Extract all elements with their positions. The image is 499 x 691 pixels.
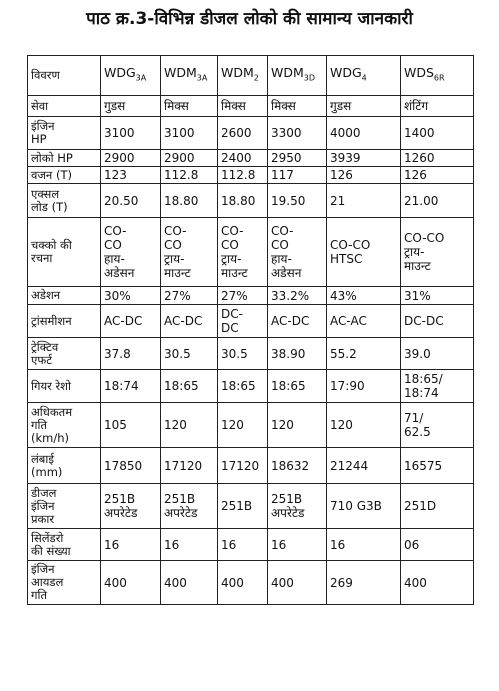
table-cell: मिक्स xyxy=(161,96,218,117)
table-cell: 251B अपरेटेड xyxy=(161,484,218,529)
row-label: लोको HP xyxy=(28,150,101,167)
table-cell: गुडस xyxy=(327,96,401,117)
table-row xyxy=(28,338,474,370)
row-label: सेवा xyxy=(28,96,101,117)
table-cell: 2950 xyxy=(268,150,327,167)
loco-header xyxy=(401,56,474,96)
loco-subscript: 6R xyxy=(433,73,445,83)
table-cell: 21.00 xyxy=(401,184,474,218)
table-row xyxy=(28,403,474,448)
table-cell: 251B अपरेटेड xyxy=(268,484,327,529)
table-row xyxy=(28,150,474,167)
table-row xyxy=(28,287,474,305)
table-row xyxy=(28,484,474,529)
row-label: ट्रांसमीशन xyxy=(28,305,101,338)
table-cell: 18.80 xyxy=(218,184,268,218)
table-cell: 06 xyxy=(401,529,474,561)
table-cell: 30.5 xyxy=(161,338,218,370)
row-label: चक्को की रचना xyxy=(28,218,101,287)
table-cell: 2900 xyxy=(161,150,218,167)
table-cell: 20.50 xyxy=(101,184,161,218)
table-cell: गुडस xyxy=(101,96,161,117)
loco-name: WDM xyxy=(271,64,304,80)
header-row xyxy=(28,56,474,96)
table-row xyxy=(28,370,474,403)
loco-name: WDM xyxy=(221,64,254,80)
table-cell: CO- CO हाय- अडेसन xyxy=(101,218,161,287)
loco-subscript: 3A xyxy=(135,73,147,83)
table-cell: 117 xyxy=(268,167,327,184)
table-cell: 33.2% xyxy=(268,287,327,305)
table-cell: 120 xyxy=(161,403,218,448)
table-cell: 19.50 xyxy=(268,184,327,218)
table-cell: 3300 xyxy=(268,117,327,150)
header-label: विवरण xyxy=(28,56,101,96)
table-cell: 27% xyxy=(218,287,268,305)
table-cell: 17850 xyxy=(101,448,161,484)
table-cell: 126 xyxy=(401,167,474,184)
loco-subscript: 4 xyxy=(361,73,367,83)
loco-name: WDM xyxy=(164,64,197,80)
table-cell: 27% xyxy=(161,287,218,305)
table-cell: CO-CO ट्राय- माउन्ट xyxy=(401,218,474,287)
table-row xyxy=(28,305,474,338)
table-cell: CO-CO HTSC xyxy=(327,218,401,287)
table-cell: 400 xyxy=(161,561,218,605)
row-label: अधिकतम गति (km/h) xyxy=(28,403,101,448)
table-cell: 123 xyxy=(101,167,161,184)
loco-subscript: 3A xyxy=(196,73,208,83)
loco-subscript: 3D xyxy=(303,73,316,83)
table-row xyxy=(28,184,474,218)
table-row xyxy=(28,96,474,117)
table-cell: 3100 xyxy=(161,117,218,150)
table-cell: 2600 xyxy=(218,117,268,150)
table-cell: 112.8 xyxy=(218,167,268,184)
table-row xyxy=(28,218,474,287)
table-cell: 18:65 xyxy=(218,370,268,403)
loco-header xyxy=(268,56,327,96)
row-label: वजन (T) xyxy=(28,167,101,184)
loco-name: WDG xyxy=(104,64,136,80)
table-cell: 18.80 xyxy=(161,184,218,218)
loco-header xyxy=(101,56,161,96)
table-cell: CO- CO ट्राय- माउन्ट xyxy=(218,218,268,287)
row-label: एक्सल लोड (T) xyxy=(28,184,101,218)
table-cell: 21244 xyxy=(327,448,401,484)
loco-header xyxy=(218,56,268,96)
table-cell: 16575 xyxy=(401,448,474,484)
table-row xyxy=(28,529,474,561)
table-cell: AC-DC xyxy=(268,305,327,338)
table-cell: 251B xyxy=(218,484,268,529)
table-cell: 55.2 xyxy=(327,338,401,370)
table-cell: 4000 xyxy=(327,117,401,150)
loco-header xyxy=(161,56,218,96)
table-cell: मिक्स xyxy=(268,96,327,117)
table-cell: 400 xyxy=(401,561,474,605)
table-cell: 30% xyxy=(101,287,161,305)
table-cell: 710 G3B xyxy=(327,484,401,529)
page-title: पाठ क्र.3-विभिन्न डीजल लोको की सामान्य जानकारी xyxy=(86,9,413,29)
table-cell: AC-DC xyxy=(161,305,218,338)
row-label: लंबाई (mm) xyxy=(28,448,101,484)
table-cell: 18:74 xyxy=(101,370,161,403)
table-cell: 71/ 62.5 xyxy=(401,403,474,448)
row-label: इंजिन आयडल गति xyxy=(28,561,101,605)
loco-subscript: 2 xyxy=(253,73,259,83)
table-cell: 1260 xyxy=(401,150,474,167)
table-cell: 400 xyxy=(101,561,161,605)
table-cell: 126 xyxy=(327,167,401,184)
table-cell: 400 xyxy=(218,561,268,605)
table-cell: 251D xyxy=(401,484,474,529)
table-cell: AC-AC xyxy=(327,305,401,338)
table-cell: 2400 xyxy=(218,150,268,167)
table-cell: 16 xyxy=(161,529,218,561)
table-cell: CO- CO ट्राय- माउन्ट xyxy=(161,218,218,287)
table-cell: AC-DC xyxy=(101,305,161,338)
table-cell: 16 xyxy=(327,529,401,561)
table-cell: 16 xyxy=(218,529,268,561)
table-cell: DC- DC xyxy=(218,305,268,338)
row-label: अडेशन xyxy=(28,287,101,305)
table-cell: 37.8 xyxy=(101,338,161,370)
row-label: गियर रेशो xyxy=(28,370,101,403)
table-cell: 120 xyxy=(218,403,268,448)
table-cell: 43% xyxy=(327,287,401,305)
table-cell: 3100 xyxy=(101,117,161,150)
table-cell: 112.8 xyxy=(161,167,218,184)
loco-header xyxy=(327,56,401,96)
row-label: सिलेंडरो की संख्या xyxy=(28,529,101,561)
table-cell: 120 xyxy=(327,403,401,448)
table-cell: 3939 xyxy=(327,150,401,167)
table-row xyxy=(28,448,474,484)
table-cell: 18:65 xyxy=(268,370,327,403)
table-cell: 18632 xyxy=(268,448,327,484)
table-cell: 31% xyxy=(401,287,474,305)
table-cell: 269 xyxy=(327,561,401,605)
table-cell: 39.0 xyxy=(401,338,474,370)
table-cell: 120 xyxy=(268,403,327,448)
table-cell: 38.90 xyxy=(268,338,327,370)
table-cell: 400 xyxy=(268,561,327,605)
table-cell: 17120 xyxy=(218,448,268,484)
table-cell: 16 xyxy=(268,529,327,561)
loco-spec-table xyxy=(27,55,474,605)
table-cell: CO- CO हाय- अडेसन xyxy=(268,218,327,287)
table-row xyxy=(28,561,474,605)
table-cell: DC-DC xyxy=(401,305,474,338)
table-cell: 21 xyxy=(327,184,401,218)
row-label: ट्रेक्टिव एफर्ट xyxy=(28,338,101,370)
table-cell: मिक्स xyxy=(218,96,268,117)
table-cell: 17:90 xyxy=(327,370,401,403)
row-label: इंजिन HP xyxy=(28,117,101,150)
table-cell: 2900 xyxy=(101,150,161,167)
table-cell: 17120 xyxy=(161,448,218,484)
table-cell: 105 xyxy=(101,403,161,448)
loco-name: WDG xyxy=(330,64,362,80)
table-cell: 16 xyxy=(101,529,161,561)
table-cell: शंटिंग xyxy=(401,96,474,117)
table-cell: 18:65/ 18:74 xyxy=(401,370,474,403)
table-cell: 30.5 xyxy=(218,338,268,370)
table-cell: 251B अपरेटेड xyxy=(101,484,161,529)
table-cell: 1400 xyxy=(401,117,474,150)
table-cell: 18:65 xyxy=(161,370,218,403)
table-row xyxy=(28,167,474,184)
loco-name: WDS xyxy=(404,64,434,80)
row-label: डीजल इंजिन प्रकार xyxy=(28,484,101,529)
table-row xyxy=(28,117,474,150)
